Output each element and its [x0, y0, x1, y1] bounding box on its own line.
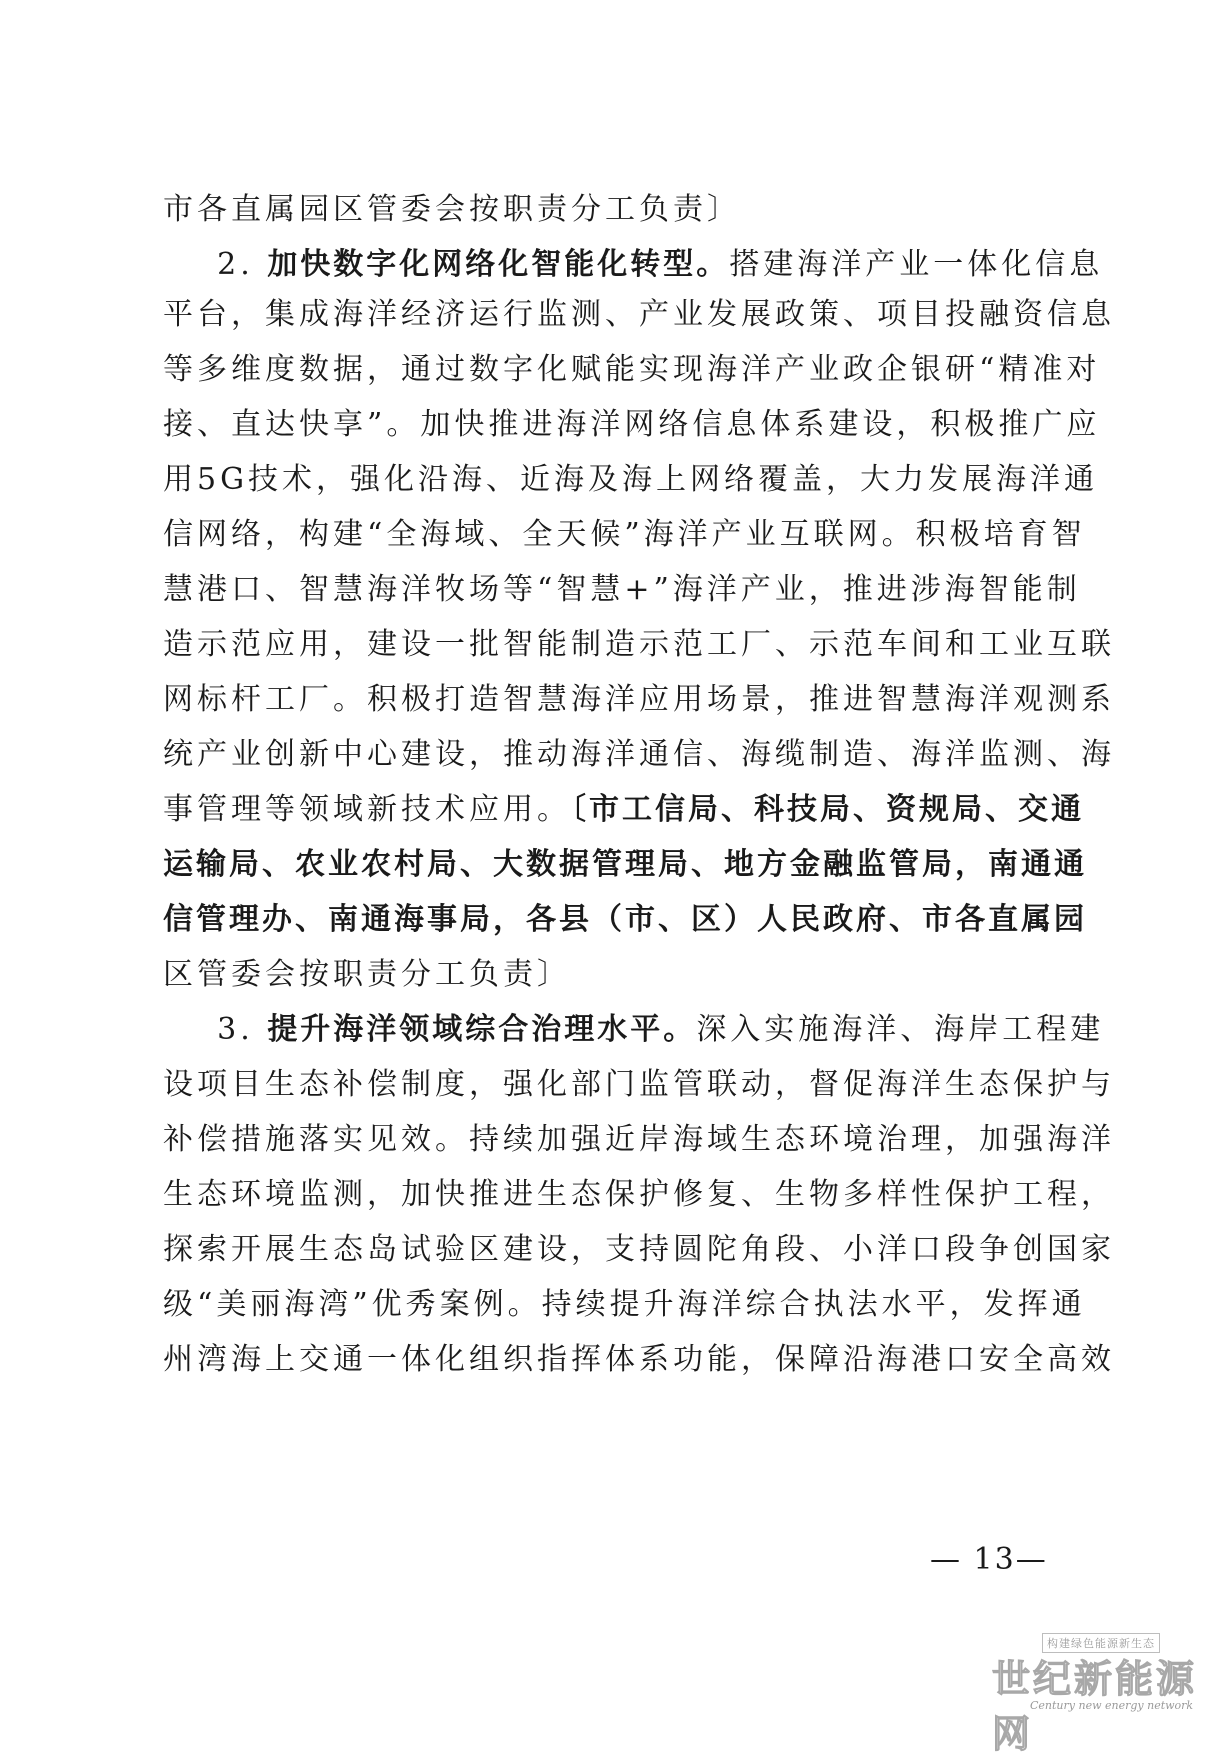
- text-line: [163, 1230, 1115, 1270]
- text-line: [163, 1120, 1115, 1160]
- watermark-english: Century new energy network: [1030, 1699, 1194, 1712]
- bold-heading-text: 提升海洋领域综合治理水平。: [267, 1012, 697, 1047]
- text-line: [163, 295, 1115, 335]
- text-line: [163, 900, 1087, 940]
- text-line: [163, 625, 1115, 665]
- text-line: [163, 955, 1063, 995]
- page-number: — 13—: [930, 1542, 1048, 1577]
- body-text: 用5G技术，强化沿海、近海及海上网络覆盖，大力发展海洋通: [163, 462, 1099, 497]
- body-text: 探索开展生态岛试验区建设，支持圆陀角段、小洋口段争创国家: [163, 1232, 1115, 1267]
- text-line: [163, 1340, 1115, 1380]
- body-text: 深入实施海洋、海岸工程建: [696, 1012, 1105, 1047]
- text-line: [163, 570, 1081, 610]
- text-line: [163, 790, 1084, 830]
- body-text: 网标杆工厂。积极打造智慧海洋应用场景，推进智慧海洋观测系: [163, 682, 1115, 717]
- text-line: [163, 735, 1115, 775]
- body-text: 补偿措施落实见效。持续加强近岸海域生态环境治理，加强海洋: [163, 1122, 1115, 1157]
- text-line: [163, 1285, 1086, 1325]
- body-text: 平台，集成海洋经济运行监测、产业发展政策、项目投融资信息: [163, 297, 1115, 332]
- text-line: [163, 245, 1104, 285]
- body-text: 事管理等领域新技术应用。: [163, 792, 571, 827]
- body-text: 州湾海上交通一体化组织指挥体系功能，保障沿海港口安全高效: [163, 1342, 1115, 1377]
- body-text: 级“美丽海湾”优秀案例。持续提升海洋综合执法水平，发挥通: [163, 1287, 1086, 1322]
- text-line: [163, 190, 1063, 230]
- text-line: [163, 1175, 1115, 1215]
- body-text: 2.: [163, 247, 268, 282]
- bold-heading-text: 运输局、农业农村局、大数据管理局、地方金融监管局，南通通: [163, 847, 1087, 882]
- body-text: 生态环境监测，加快推进生态保护修复、生物多样性保护工程，: [163, 1177, 1115, 1212]
- text-line: [163, 460, 1099, 500]
- watermark-logo-text: 世纪新能源网: [992, 1657, 1198, 1756]
- watermark-slogan: 构建绿色能源新生态: [1042, 1633, 1160, 1653]
- text-line: [163, 405, 1101, 445]
- text-line: [163, 1010, 1105, 1050]
- text-line: [163, 515, 1086, 555]
- text-line: [163, 845, 1087, 885]
- body-text: 慧港口、智慧海洋牧场等“智慧+”海洋产业，推进涉海智能制: [163, 572, 1081, 607]
- text-line: [163, 680, 1115, 720]
- bold-heading-text: 信管理办、南通海事局，各县（市、区）人民政府、市各直属园: [163, 902, 1087, 937]
- text-line: [163, 350, 1101, 390]
- body-text: 市各直属园区管委会按职责分工负责〕: [163, 192, 741, 227]
- body-text: 搭建海洋产业一体化信息: [729, 247, 1104, 282]
- bold-heading-text: 〔市工信局、科技局、资规局、交通: [571, 792, 1084, 827]
- body-text: 接、直达快享”。加快推进海洋网络信息体系建设，积极推广应: [163, 407, 1101, 442]
- body-text: 设项目生态补偿制度，强化部门监管联动，督促海洋生态保护与: [163, 1067, 1115, 1102]
- body-text: 造示范应用，建设一批智能制造示范工厂、示范车间和工业互联: [163, 627, 1115, 662]
- body-text: 等多维度数据，通过数字化赋能实现海洋产业政企银研“精准对: [163, 352, 1101, 387]
- bold-heading-text: 加快数字化网络化智能化转型。: [267, 247, 730, 282]
- body-text: 统产业创新中心建设，推动海洋通信、海缆制造、海洋监测、海: [163, 737, 1115, 772]
- body-text: 信网络，构建“全海域、全天候”海洋产业互联网。积极培育智: [163, 517, 1086, 552]
- text-line: [163, 1065, 1115, 1105]
- body-text: 3.: [163, 1012, 268, 1047]
- body-text: 区管委会按职责分工负责〕: [163, 957, 571, 992]
